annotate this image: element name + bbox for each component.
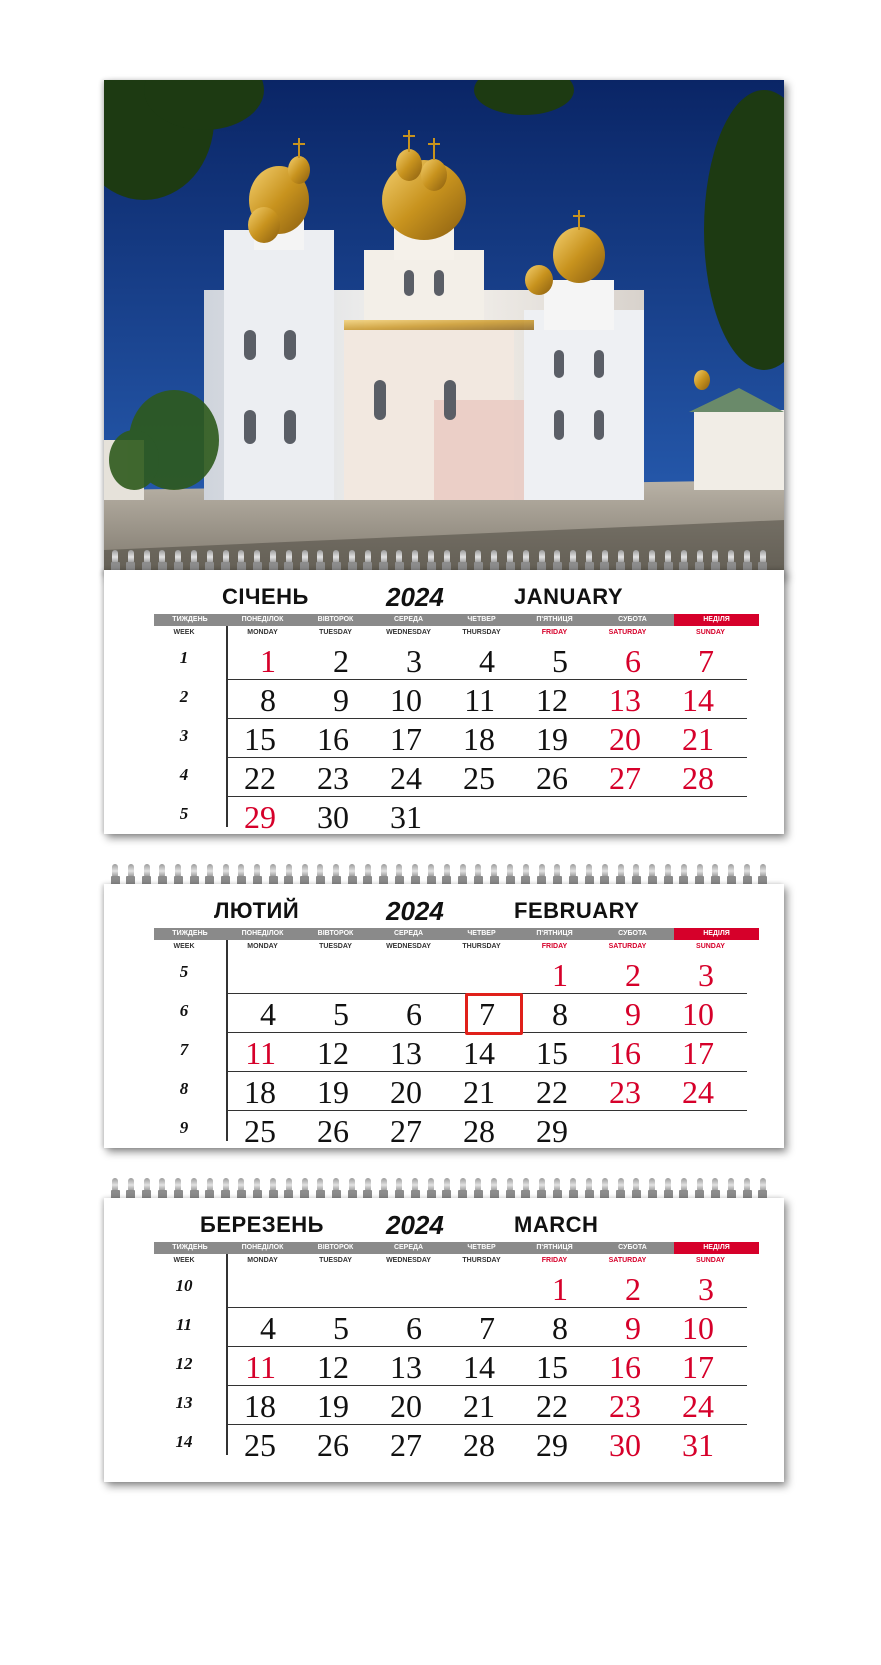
day-cell[interactable]: 22 <box>536 1074 568 1110</box>
month-sheet-march <box>104 1198 784 1482</box>
day-cell[interactable]: 6 <box>625 643 641 679</box>
calendar-photo <box>104 80 784 576</box>
weekday-ua-3: СЕРЕДА <box>393 1244 424 1251</box>
weekday-en-3: WEDNESDAY <box>386 629 431 636</box>
month-sheet-january <box>104 570 784 834</box>
day-cell[interactable]: 9 <box>625 996 641 1032</box>
weekday-en-7: SUNDAY <box>696 1257 725 1264</box>
row-divider <box>226 757 747 758</box>
day-cell[interactable]: 10 <box>682 996 714 1032</box>
weekday-ua-2: ВІВТОРОК <box>317 1244 354 1251</box>
day-cell[interactable]: 17 <box>682 1349 714 1385</box>
day-cell[interactable]: 24 <box>682 1388 714 1424</box>
day-cell[interactable]: 7 <box>698 643 714 679</box>
day-cell[interactable]: 2 <box>625 1271 641 1307</box>
day-cell[interactable]: 16 <box>609 1349 641 1385</box>
day-cell[interactable]: 28 <box>463 1113 495 1148</box>
row-divider <box>226 718 747 719</box>
weekday-en-6: SATURDAY <box>608 943 647 950</box>
weekday-ua-0: ТИЖДЕНЬ <box>172 930 208 937</box>
day-cell[interactable]: 26 <box>317 1427 349 1463</box>
week-number: 4 <box>179 765 189 784</box>
day-cell[interactable]: 5 <box>333 996 349 1032</box>
day-cell[interactable]: 6 <box>406 1310 422 1346</box>
day-cell[interactable]: 30 <box>609 1427 641 1463</box>
month-name-en: MARCH <box>514 1212 599 1237</box>
week-number: 12 <box>175 1354 193 1373</box>
weekday-header-bar <box>154 1242 759 1254</box>
weekday-ua-5: П'ЯТНИЦЯ <box>536 930 573 937</box>
weekday-ua-6: СУБОТА <box>618 930 647 937</box>
weekday-ua-2: ВІВТОРОК <box>317 616 354 623</box>
day-cell[interactable]: 11 <box>245 1035 276 1071</box>
month-year: 2024 <box>386 582 444 612</box>
day-cell[interactable]: 11 <box>245 1349 276 1385</box>
row-divider <box>226 1424 747 1425</box>
day-cell[interactable]: 1 <box>552 1271 568 1307</box>
weekday-header-bar <box>154 614 759 626</box>
day-cell[interactable]: 2 <box>625 957 641 993</box>
day-cell[interactable]: 18 <box>463 721 495 757</box>
day-cell[interactable]: 13 <box>390 1349 422 1385</box>
day-cell[interactable]: 27 <box>390 1427 422 1463</box>
day-cell[interactable]: 8 <box>552 996 568 1032</box>
day-cell[interactable]: 13 <box>390 1035 422 1071</box>
day-cell[interactable]: 29 <box>536 1427 568 1463</box>
day-cell[interactable]: 21 <box>463 1074 495 1110</box>
week-number: 5 <box>179 962 189 981</box>
weekday-en-2: TUESDAY <box>319 1257 352 1264</box>
day-cell[interactable]: 1 <box>552 957 568 993</box>
day-cell[interactable]: 5 <box>552 643 568 679</box>
day-cell[interactable]: 8 <box>260 682 276 718</box>
row-divider <box>226 1385 747 1386</box>
day-cell[interactable]: 23 <box>609 1388 641 1424</box>
weekday-en-1: MONDAY <box>247 943 278 950</box>
row-divider <box>226 679 747 680</box>
month-name-en: JANUARY <box>514 584 624 609</box>
week-number: 10 <box>175 1276 193 1295</box>
week-number: 7 <box>179 1040 189 1059</box>
weekday-en-0: WEEK <box>173 1257 195 1264</box>
day-cell[interactable]: 31 <box>682 1427 714 1463</box>
day-cell[interactable]: 3 <box>406 643 422 679</box>
day-cell[interactable]: 15 <box>244 721 276 757</box>
weekday-ua-0: ТИЖДЕНЬ <box>172 616 208 623</box>
weekday-en-4: THURSDAY <box>462 629 501 636</box>
weekday-ua-6: СУБОТА <box>618 1244 647 1251</box>
weekday-ua-4: ЧЕТВЕР <box>467 616 496 623</box>
day-cell[interactable]: 21 <box>463 1388 495 1424</box>
week-number: 6 <box>179 1001 189 1020</box>
day-cell[interactable]: 4 <box>260 1310 276 1346</box>
weekday-en-0: WEEK <box>173 943 195 950</box>
weekday-ua-7: НЕДІЛЯ <box>674 928 759 940</box>
day-cell[interactable]: 16 <box>609 1035 641 1071</box>
day-cell[interactable]: 25 <box>244 1427 276 1463</box>
row-divider <box>226 1307 747 1308</box>
weekday-en-1: MONDAY <box>247 1257 278 1264</box>
weekday-en-4: THURSDAY <box>462 943 501 950</box>
month-sheet-february <box>104 884 784 1148</box>
day-cell[interactable]: 16 <box>317 721 349 757</box>
day-cell[interactable]: 21 <box>682 721 714 757</box>
weekday-en-5: FRIDAY <box>541 943 568 950</box>
day-cell[interactable]: 26 <box>317 1113 349 1148</box>
day-cell[interactable]: 18 <box>244 1074 276 1110</box>
month-year: 2024 <box>386 1210 444 1240</box>
day-cell[interactable]: 26 <box>536 760 568 796</box>
day-cell[interactable]: 14 <box>682 682 714 718</box>
day-cell[interactable]: 10 <box>390 682 422 718</box>
day-cell[interactable]: 24 <box>390 760 422 796</box>
weekday-en-7: SUNDAY <box>696 629 725 636</box>
day-cell[interactable]: 9 <box>625 1310 641 1346</box>
week-number: 5 <box>179 804 189 823</box>
day-cell[interactable]: 27 <box>609 760 641 796</box>
day-cell[interactable]: 7 <box>479 1310 495 1346</box>
weekday-ua-1: ПОНЕДІЛОК <box>241 1244 284 1251</box>
day-cell[interactable]: 11 <box>464 682 495 718</box>
week-number: 3 <box>179 726 189 745</box>
day-cell[interactable]: 18 <box>244 1388 276 1424</box>
day-cell[interactable]: 19 <box>536 721 568 757</box>
day-cell[interactable]: 20 <box>609 721 641 757</box>
day-cell[interactable]: 28 <box>682 760 714 796</box>
spiral-binding <box>112 864 776 886</box>
day-cell[interactable]: 15 <box>536 1035 568 1071</box>
day-cell[interactable]: 28 <box>463 1427 495 1463</box>
day-cell[interactable]: 31 <box>390 799 422 834</box>
day-cell[interactable]: 19 <box>317 1388 349 1424</box>
weekday-en-0: WEEK <box>173 629 195 636</box>
week-number: 2 <box>179 687 189 706</box>
day-cell[interactable]: 23 <box>609 1074 641 1110</box>
weekday-ua-2: ВІВТОРОК <box>317 930 354 937</box>
weekday-ua-1: ПОНЕДІЛОК <box>241 616 284 623</box>
weekday-en-4: THURSDAY <box>462 1257 501 1264</box>
today-highlight <box>465 993 523 1035</box>
day-cell[interactable]: 7 <box>479 996 495 1032</box>
day-cell[interactable]: 4 <box>479 643 495 679</box>
spiral-binding <box>112 550 776 572</box>
day-cell[interactable]: 23 <box>317 760 349 796</box>
month-name-en: FEBRUARY <box>514 898 640 923</box>
weekday-en-3: WEDNESDAY <box>386 1257 431 1264</box>
day-cell[interactable]: 1 <box>260 643 276 679</box>
day-cell[interactable]: 8 <box>552 1310 568 1346</box>
weekday-en-2: TUESDAY <box>319 629 352 636</box>
weekday-ua-4: ЧЕТВЕР <box>467 1244 496 1251</box>
month-name-ua: СІЧЕНЬ <box>222 584 309 609</box>
weekday-ua-3: СЕРЕДА <box>393 930 424 937</box>
day-cell[interactable]: 9 <box>333 682 349 718</box>
weekday-ua-7: НЕДІЛЯ <box>674 1242 759 1254</box>
row-divider <box>226 1346 747 1347</box>
week-number: 1 <box>179 648 189 667</box>
day-cell[interactable]: 20 <box>390 1074 422 1110</box>
day-cell[interactable]: 12 <box>317 1035 349 1071</box>
weekday-ua-6: СУБОТА <box>618 616 647 623</box>
day-cell[interactable]: 29 <box>536 1113 568 1148</box>
month-name-ua: БЕРЕЗЕНЬ <box>200 1212 324 1237</box>
day-cell[interactable]: 3 <box>698 1271 714 1307</box>
weekday-ua-3: СЕРЕДА <box>393 616 424 623</box>
day-cell[interactable]: 25 <box>463 760 495 796</box>
weekday-ua-1: ПОНЕДІЛОК <box>241 930 284 937</box>
weekday-ua-5: П'ЯТНИЦЯ <box>536 1244 573 1251</box>
row-divider <box>226 796 747 797</box>
weekday-en-3: WEDNESDAY <box>386 943 431 950</box>
day-cell[interactable]: 30 <box>317 799 349 834</box>
week-number: 8 <box>179 1079 189 1098</box>
day-cell[interactable]: 29 <box>244 799 276 834</box>
day-cell[interactable]: 24 <box>682 1074 714 1110</box>
weekday-en-5: FRIDAY <box>541 1257 568 1264</box>
cathedral-photo <box>104 80 784 576</box>
weekday-en-1: MONDAY <box>247 629 278 636</box>
day-cell[interactable]: 27 <box>390 1113 422 1148</box>
day-cell[interactable]: 12 <box>317 1349 349 1385</box>
day-cell[interactable]: 17 <box>682 1035 714 1071</box>
day-cell[interactable]: 20 <box>390 1388 422 1424</box>
weekday-ua-4: ЧЕТВЕР <box>467 930 496 937</box>
week-number: 9 <box>179 1118 189 1137</box>
month-name-ua: ЛЮТИЙ <box>214 898 300 923</box>
day-cell[interactable]: 17 <box>390 721 422 757</box>
weekday-ua-0: ТИЖДЕНЬ <box>172 1244 208 1251</box>
weekday-ua-5: П'ЯТНИЦЯ <box>536 616 573 623</box>
row-divider <box>226 1071 747 1072</box>
spiral-binding <box>112 1178 776 1200</box>
weekday-en-6: SATURDAY <box>608 629 647 636</box>
weekday-ua-7: НЕДІЛЯ <box>674 614 759 626</box>
day-cell[interactable]: 3 <box>698 957 714 993</box>
day-cell[interactable]: 14 <box>463 1349 495 1385</box>
day-cell[interactable]: 2 <box>333 643 349 679</box>
day-cell[interactable]: 13 <box>609 682 641 718</box>
row-divider <box>226 1110 747 1111</box>
week-number: 13 <box>175 1393 193 1412</box>
week-number: 11 <box>175 1315 193 1334</box>
day-cell[interactable]: 22 <box>536 1388 568 1424</box>
day-cell[interactable]: 5 <box>333 1310 349 1346</box>
weekday-en-6: SATURDAY <box>608 1257 647 1264</box>
day-cell[interactable]: 6 <box>406 996 422 1032</box>
day-cell[interactable]: 10 <box>682 1310 714 1346</box>
day-cell[interactable]: 14 <box>463 1035 495 1071</box>
day-cell[interactable]: 22 <box>244 760 276 796</box>
day-cell[interactable]: 25 <box>244 1113 276 1148</box>
day-cell[interactable]: 4 <box>260 996 276 1032</box>
weekday-en-7: SUNDAY <box>696 943 725 950</box>
day-cell[interactable]: 12 <box>536 682 568 718</box>
weekday-en-2: TUESDAY <box>319 943 352 950</box>
month-year: 2024 <box>386 896 444 926</box>
week-number: 14 <box>175 1432 193 1451</box>
day-cell[interactable]: 15 <box>536 1349 568 1385</box>
weekday-header-bar <box>154 928 759 940</box>
day-cell[interactable]: 19 <box>317 1074 349 1110</box>
weekday-en-5: FRIDAY <box>541 629 568 636</box>
